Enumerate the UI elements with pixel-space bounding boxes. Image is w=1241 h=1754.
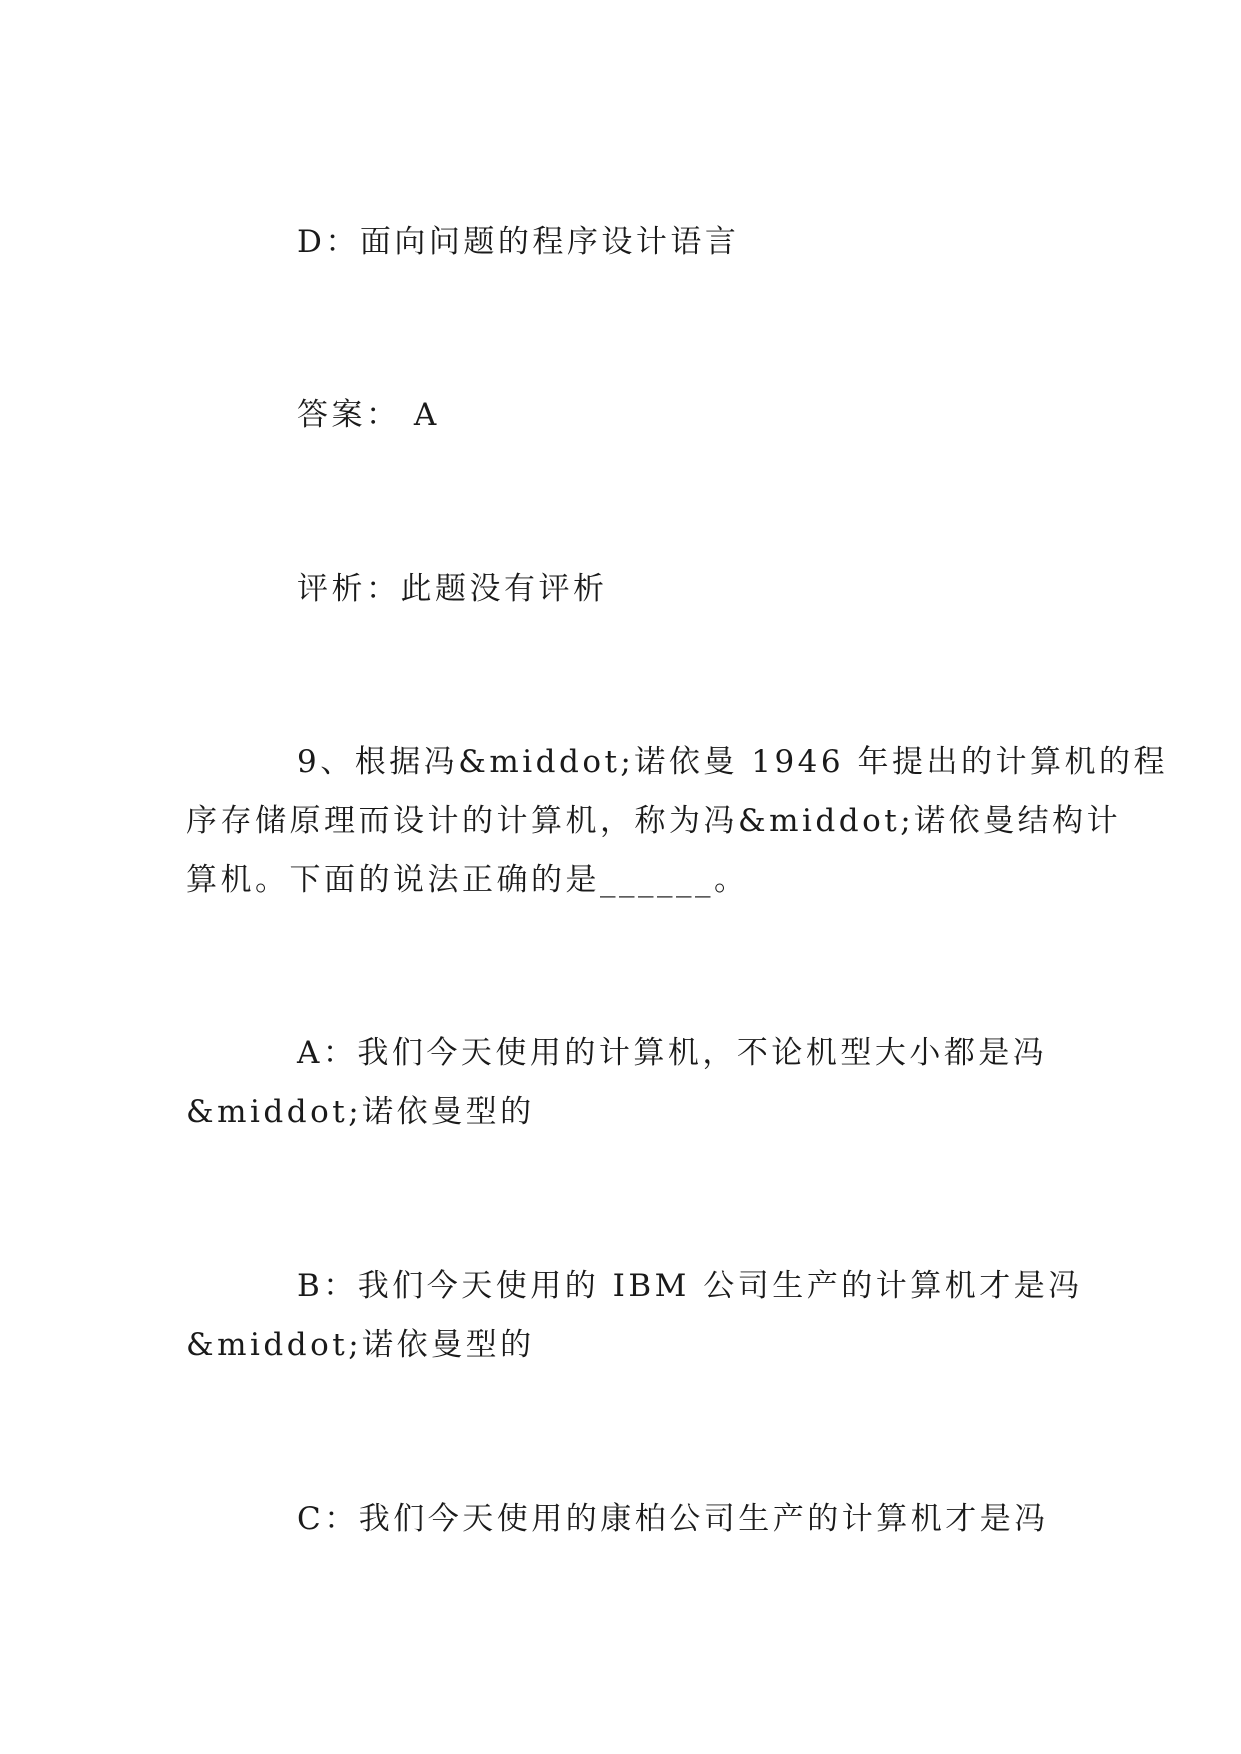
analysis-line: 评析：此题没有评析 (297, 571, 608, 607)
answer-line: 答案： A (297, 397, 440, 433)
option-a-line-1: A：我们今天使用的计算机，不论机型大小都是冯 (297, 1035, 1048, 1071)
option-b-line-2: &middot;诺依曼型的 (186, 1327, 535, 1363)
question-9-line-2: 序存储原理而设计的计算机，称为冯&middot;诺依曼结构计 (186, 803, 1122, 839)
option-a-line-2: &middot;诺依曼型的 (186, 1094, 535, 1130)
question-9-line-3: 算机。下面的说法正确的是______。 (186, 862, 749, 898)
option-b-line-1: B：我们今天使用的 IBM 公司生产的计算机才是冯 (297, 1268, 1083, 1304)
question-9-line-1: 9、根据冯&middot;诺依曼 1946 年提出的计算机的程 (297, 744, 1168, 780)
option-c-line-1: C：我们今天使用的康柏公司生产的计算机才是冯 (297, 1501, 1049, 1537)
option-d-previous: D：面向问题的程序设计语言 (297, 224, 740, 260)
